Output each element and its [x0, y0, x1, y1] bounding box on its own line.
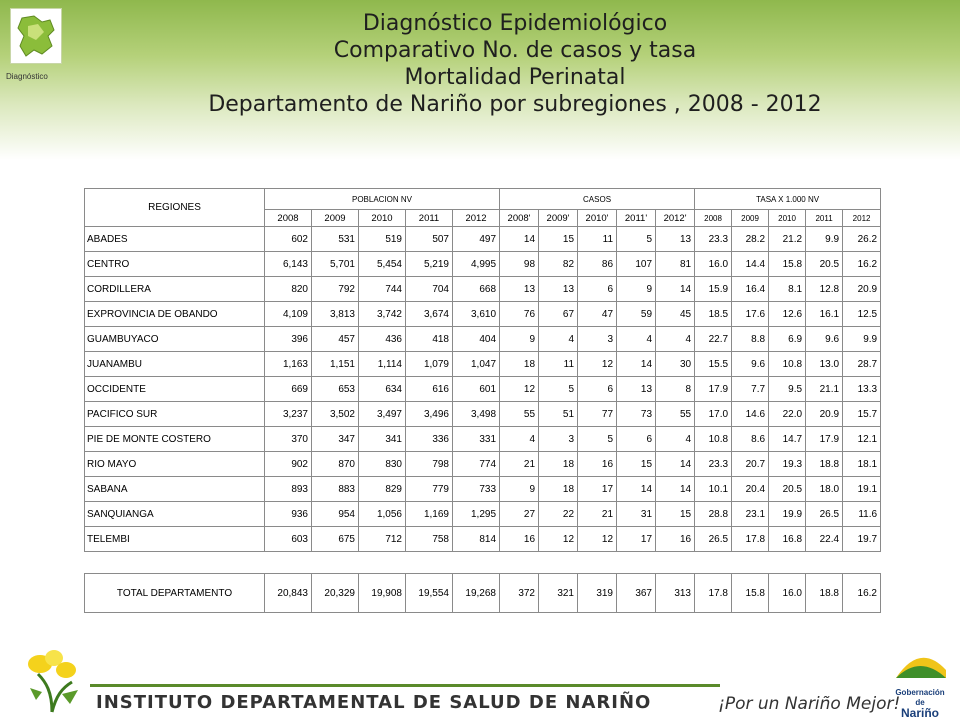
rate-cell: 9.6: [732, 352, 769, 377]
pop-cell: 669: [265, 377, 312, 402]
cases-cell: 51: [539, 402, 578, 427]
rate-cell: 19.1: [843, 477, 881, 502]
rate-cell: 22.7: [695, 327, 732, 352]
cases-cell: 9: [617, 277, 656, 302]
rate-cell: 14.7: [769, 427, 806, 452]
pop-cell: 3,813: [312, 302, 359, 327]
pop-cell: 336: [406, 427, 453, 452]
total-row: [85, 574, 881, 613]
pop-cell: 634: [359, 377, 406, 402]
cases-cell: 81: [656, 252, 695, 277]
cases-cell: 12: [578, 527, 617, 552]
gob-line-1: Gobernación de: [895, 688, 945, 707]
rate-cell: 26.5: [806, 502, 843, 527]
pop-cell: 519: [359, 227, 406, 252]
rate-cell: 15.8: [769, 252, 806, 277]
cases-cell: 73: [617, 402, 656, 427]
cases-cell: 16: [656, 527, 695, 552]
pop-cell: 936: [265, 502, 312, 527]
pop-cell: 616: [406, 377, 453, 402]
cases-cell: 12: [539, 527, 578, 552]
cases-cell: 82: [539, 252, 578, 277]
pop-cell: 601: [453, 377, 500, 402]
cases-cell: 4: [500, 427, 539, 452]
pop-cell: 1,047: [453, 352, 500, 377]
pop-cell: 668: [453, 277, 500, 302]
cases-cell: 22: [539, 502, 578, 527]
rate-cell: 15.9: [695, 277, 732, 302]
rate-cell: 16.4: [732, 277, 769, 302]
cases-cell: 15: [656, 502, 695, 527]
pop-cell: 870: [312, 452, 359, 477]
region-cell: GUAMBUYACO: [85, 327, 265, 352]
pop-cell: 653: [312, 377, 359, 402]
cases-header: CASOS: [500, 189, 695, 210]
cases-cell: 55: [656, 402, 695, 427]
pop-cell: 820: [265, 277, 312, 302]
table-row: [85, 227, 881, 252]
pop-cell: 704: [406, 277, 453, 302]
cases-cell: 45: [656, 302, 695, 327]
rate-cell: 16.2: [843, 252, 881, 277]
cases-cell: 3: [578, 327, 617, 352]
rate-cell: 17.9: [695, 377, 732, 402]
footer-divider: [90, 684, 720, 687]
pop-cell: 3,498: [453, 402, 500, 427]
rate-cell: 9.9: [843, 327, 881, 352]
institution-name: INSTITUTO DEPARTAMENTAL DE SALUD DE NARIÑO: [96, 692, 652, 713]
pop-cell: 3,502: [312, 402, 359, 427]
region-cell: SANQUIANGA: [85, 502, 265, 527]
population-header: POBLACION NV: [265, 189, 500, 210]
cases-cell: 31: [617, 502, 656, 527]
total-table: [84, 573, 881, 613]
pop-cell: 1,163: [265, 352, 312, 377]
region-cell: PACIFICO SUR: [85, 402, 265, 427]
cases-cell: 12: [578, 352, 617, 377]
cases-cell: 5: [617, 227, 656, 252]
region-cell: OCCIDENTE: [85, 377, 265, 402]
logo-caption: Diagnóstico: [6, 72, 48, 81]
cases-cell: 21: [500, 452, 539, 477]
rate-cell: 13.0: [806, 352, 843, 377]
rate-cell: 14.4: [732, 252, 769, 277]
rate-cell: 19.9: [769, 502, 806, 527]
pop-cell: 893: [265, 477, 312, 502]
title-line-4: Departamento de Nariño por subregiones , 2008 - 2012: [208, 92, 822, 117]
region-cell: EXPROVINCIA DE OBANDO: [85, 302, 265, 327]
pop-cell: 3,237: [265, 402, 312, 427]
rate-cell: 18.1: [843, 452, 881, 477]
rate-cell: 9.5: [769, 377, 806, 402]
pop-cell: 814: [453, 527, 500, 552]
rate-cell: 10.8: [695, 427, 732, 452]
rate-cell: 28.7: [843, 352, 881, 377]
pop-cell: 883: [312, 477, 359, 502]
total-pop-cell: 20,843: [265, 574, 312, 613]
rate-cell: 16.1: [806, 302, 843, 327]
rate-cell: 19.7: [843, 527, 881, 552]
cases-cell: 55: [500, 402, 539, 427]
rate-cell: 22.0: [769, 402, 806, 427]
cases-cell: 4: [656, 427, 695, 452]
pop-cell: 954: [312, 502, 359, 527]
pop-cell: 6,143: [265, 252, 312, 277]
pop-cell: 779: [406, 477, 453, 502]
pop-cell: 675: [312, 527, 359, 552]
gob-line-2: Nariño: [900, 706, 939, 720]
rate-year-1: 2009: [732, 210, 769, 227]
pop-cell: 774: [453, 452, 500, 477]
pop-cell: 733: [453, 477, 500, 502]
total-rate-cell: 15.8: [732, 574, 769, 613]
gobernacion-logo-icon: [890, 648, 950, 720]
rate-cell: 20.5: [806, 252, 843, 277]
cases-year-2: 2010': [578, 210, 617, 227]
cases-cell: 11: [578, 227, 617, 252]
cases-cell: 9: [500, 477, 539, 502]
total-cases-cell: 313: [656, 574, 695, 613]
cases-cell: 21: [578, 502, 617, 527]
pop-cell: 5,454: [359, 252, 406, 277]
population-year-2: 2010: [359, 210, 406, 227]
cases-cell: 4: [539, 327, 578, 352]
cases-cell: 9: [500, 327, 539, 352]
region-cell: JUANAMBU: [85, 352, 265, 377]
table-row: [85, 427, 881, 452]
pop-cell: 4,995: [453, 252, 500, 277]
cases-cell: 6: [578, 377, 617, 402]
rate-cell: 17.0: [695, 402, 732, 427]
pop-cell: 744: [359, 277, 406, 302]
cases-cell: 11: [539, 352, 578, 377]
pop-cell: 798: [406, 452, 453, 477]
population-year-1: 2009: [312, 210, 359, 227]
rate-cell: 7.7: [732, 377, 769, 402]
total-rate-cell: 16.2: [843, 574, 881, 613]
rate-year-0: 2008: [695, 210, 732, 227]
cases-cell: 14: [656, 477, 695, 502]
pop-cell: 3,497: [359, 402, 406, 427]
rate-header: TASA X 1.000 NV: [695, 189, 881, 210]
cases-cell: 16: [500, 527, 539, 552]
pop-cell: 3,742: [359, 302, 406, 327]
title-line-3: Mortalidad Perinatal: [404, 65, 626, 90]
rate-cell: 23.1: [732, 502, 769, 527]
table-row: [85, 402, 881, 427]
pop-cell: 902: [265, 452, 312, 477]
region-cell: SABANA: [85, 477, 265, 502]
cases-cell: 6: [578, 277, 617, 302]
cases-cell: 14: [500, 227, 539, 252]
region-cell: PIE DE MONTE COSTERO: [85, 427, 265, 452]
pop-cell: 370: [265, 427, 312, 452]
rate-cell: 12.1: [843, 427, 881, 452]
rate-cell: 11.6: [843, 502, 881, 527]
rate-cell: 20.5: [769, 477, 806, 502]
cases-cell: 30: [656, 352, 695, 377]
pop-cell: 3,674: [406, 302, 453, 327]
pop-cell: 531: [312, 227, 359, 252]
rate-cell: 18.5: [695, 302, 732, 327]
pop-cell: 3,610: [453, 302, 500, 327]
cases-cell: 16: [578, 452, 617, 477]
pop-cell: 347: [312, 427, 359, 452]
rate-cell: 9.6: [806, 327, 843, 352]
cases-cell: 18: [539, 452, 578, 477]
cases-year-1: 2009': [539, 210, 578, 227]
cases-cell: 86: [578, 252, 617, 277]
pop-cell: 404: [453, 327, 500, 352]
rate-cell: 15.5: [695, 352, 732, 377]
table-row: [85, 352, 881, 377]
cases-year-0: 2008': [500, 210, 539, 227]
rate-cell: 21.1: [806, 377, 843, 402]
cases-cell: 27: [500, 502, 539, 527]
region-cell: CORDILLERA: [85, 277, 265, 302]
table-row: [85, 502, 881, 527]
flower-logo-icon: [22, 648, 86, 714]
rate-cell: 14.6: [732, 402, 769, 427]
cases-cell: 15: [617, 452, 656, 477]
cases-cell: 18: [539, 477, 578, 502]
population-year-4: 2012: [453, 210, 500, 227]
cases-cell: 17: [617, 527, 656, 552]
region-cell: TELEMBI: [85, 527, 265, 552]
rate-cell: 20.7: [732, 452, 769, 477]
cases-cell: 98: [500, 252, 539, 277]
rate-cell: 6.9: [769, 327, 806, 352]
cases-cell: 17: [578, 477, 617, 502]
table-row: [85, 452, 881, 477]
regions-header: REGIONES: [85, 189, 265, 227]
rate-cell: 13.3: [843, 377, 881, 402]
cases-cell: 76: [500, 302, 539, 327]
table-row: [85, 277, 881, 302]
rate-cell: 20.9: [843, 277, 881, 302]
cases-cell: 18: [500, 352, 539, 377]
pop-cell: 1,295: [453, 502, 500, 527]
table-row: [85, 252, 881, 277]
total-cases-cell: 372: [500, 574, 539, 613]
pop-cell: 603: [265, 527, 312, 552]
rate-year-2: 2010: [769, 210, 806, 227]
rate-cell: 18.0: [806, 477, 843, 502]
rate-cell: 16.0: [695, 252, 732, 277]
population-year-0: 2008: [265, 210, 312, 227]
region-cell: ABADES: [85, 227, 265, 252]
pop-cell: 1,056: [359, 502, 406, 527]
rate-cell: 10.8: [769, 352, 806, 377]
slogan: ¡Por un Nariño Mejor!: [718, 694, 901, 714]
pop-cell: 497: [453, 227, 500, 252]
rate-cell: 17.8: [732, 527, 769, 552]
rate-cell: 16.8: [769, 527, 806, 552]
rate-cell: 12.5: [843, 302, 881, 327]
rate-cell: 28.8: [695, 502, 732, 527]
cases-year-4: 2012': [656, 210, 695, 227]
page-title: [80, 10, 950, 118]
rate-cell: 20.4: [732, 477, 769, 502]
table-row: [85, 327, 881, 352]
pop-cell: 5,701: [312, 252, 359, 277]
pop-cell: 830: [359, 452, 406, 477]
rate-cell: 28.2: [732, 227, 769, 252]
cases-cell: 14: [617, 352, 656, 377]
cases-cell: 4: [656, 327, 695, 352]
total-region-cell: TOTAL DEPARTAMENTO: [85, 574, 265, 613]
total-pop-cell: 19,554: [406, 574, 453, 613]
total-cases-cell: 367: [617, 574, 656, 613]
pop-cell: 1,151: [312, 352, 359, 377]
pop-cell: 507: [406, 227, 453, 252]
table-row: [85, 302, 881, 327]
total-pop-cell: 19,268: [453, 574, 500, 613]
table-row: [85, 377, 881, 402]
region-cell: RIO MAYO: [85, 452, 265, 477]
cases-year-3: 2011': [617, 210, 656, 227]
cases-cell: 13: [617, 377, 656, 402]
title-line-1: Diagnóstico Epidemiológico: [362, 11, 668, 36]
cases-cell: 14: [656, 277, 695, 302]
rate-cell: 19.3: [769, 452, 806, 477]
cases-cell: 14: [617, 477, 656, 502]
cases-cell: 67: [539, 302, 578, 327]
cases-cell: 6: [617, 427, 656, 452]
rate-cell: 8.1: [769, 277, 806, 302]
cases-cell: 13: [500, 277, 539, 302]
table-row: [85, 527, 881, 552]
cases-cell: 12: [500, 377, 539, 402]
narino-map-icon: [10, 8, 62, 64]
rate-cell: 9.9: [806, 227, 843, 252]
rate-cell: 15.7: [843, 402, 881, 427]
pop-cell: 436: [359, 327, 406, 352]
data-table: [84, 188, 881, 552]
rate-cell: 8.8: [732, 327, 769, 352]
total-pop-cell: 20,329: [312, 574, 359, 613]
cases-cell: 8: [656, 377, 695, 402]
cases-cell: 3: [539, 427, 578, 452]
population-year-3: 2011: [406, 210, 453, 227]
pop-cell: 457: [312, 327, 359, 352]
total-cases-cell: 319: [578, 574, 617, 613]
cases-cell: 13: [539, 277, 578, 302]
rate-cell: 23.3: [695, 227, 732, 252]
pop-cell: 4,109: [265, 302, 312, 327]
pop-cell: 3,496: [406, 402, 453, 427]
pop-cell: 331: [453, 427, 500, 452]
cases-cell: 5: [539, 377, 578, 402]
rate-cell: 22.4: [806, 527, 843, 552]
pop-cell: 758: [406, 527, 453, 552]
total-rate-cell: 17.8: [695, 574, 732, 613]
rate-cell: 10.1: [695, 477, 732, 502]
rate-cell: 17.6: [732, 302, 769, 327]
cases-cell: 5: [578, 427, 617, 452]
cases-cell: 14: [656, 452, 695, 477]
footer: [0, 640, 960, 720]
title-line-2: Comparativo No. de casos y tasa: [333, 38, 697, 63]
pop-cell: 1,079: [406, 352, 453, 377]
pop-cell: 1,114: [359, 352, 406, 377]
pop-cell: 341: [359, 427, 406, 452]
table-row: [85, 477, 881, 502]
cases-cell: 15: [539, 227, 578, 252]
pop-cell: 1,169: [406, 502, 453, 527]
rate-cell: 21.2: [769, 227, 806, 252]
pop-cell: 712: [359, 527, 406, 552]
cases-cell: 13: [656, 227, 695, 252]
pop-cell: 792: [312, 277, 359, 302]
cases-cell: 4: [617, 327, 656, 352]
rate-cell: 20.9: [806, 402, 843, 427]
cases-cell: 59: [617, 302, 656, 327]
rate-cell: 12.6: [769, 302, 806, 327]
total-cases-cell: 321: [539, 574, 578, 613]
rate-year-4: 2012: [843, 210, 881, 227]
cases-cell: 77: [578, 402, 617, 427]
rate-cell: 23.3: [695, 452, 732, 477]
pop-cell: 5,219: [406, 252, 453, 277]
rate-cell: 8.6: [732, 427, 769, 452]
pop-cell: 396: [265, 327, 312, 352]
cases-cell: 47: [578, 302, 617, 327]
pop-cell: 829: [359, 477, 406, 502]
cases-cell: 107: [617, 252, 656, 277]
total-pop-cell: 19,908: [359, 574, 406, 613]
rate-cell: 26.2: [843, 227, 881, 252]
rate-cell: 12.8: [806, 277, 843, 302]
rate-cell: 18.8: [806, 452, 843, 477]
pop-cell: 602: [265, 227, 312, 252]
region-cell: CENTRO: [85, 252, 265, 277]
rate-cell: 17.9: [806, 427, 843, 452]
rate-cell: 26.5: [695, 527, 732, 552]
rate-year-3: 2011: [806, 210, 843, 227]
total-rate-cell: 18.8: [806, 574, 843, 613]
pop-cell: 418: [406, 327, 453, 352]
total-rate-cell: 16.0: [769, 574, 806, 613]
